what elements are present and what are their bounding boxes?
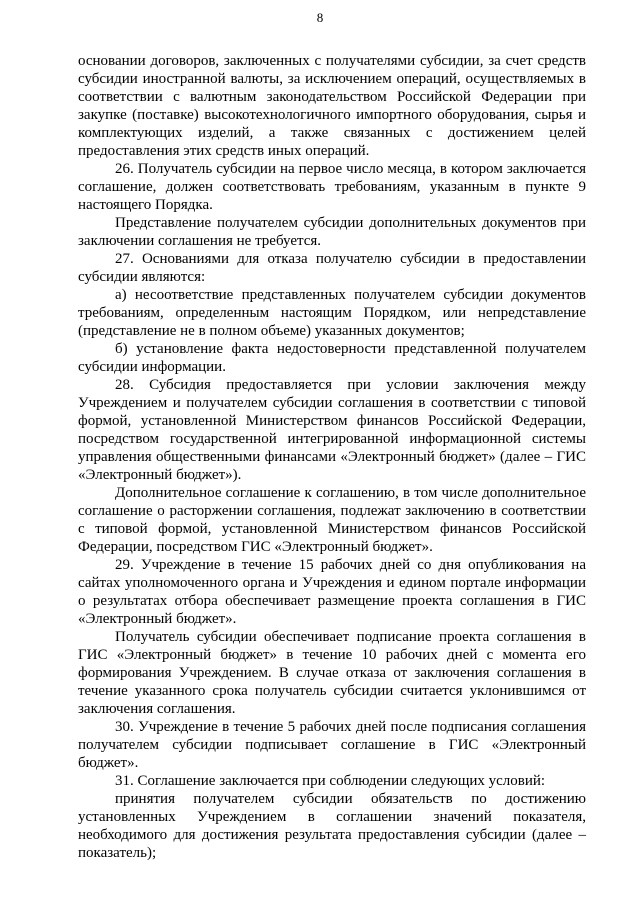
document-body (78, 52, 586, 862)
page-number: 8 (316, 10, 324, 25)
paragraph-30: 30. Учреждение в течение 5 рабочих дней после подписания соглашения получателем субсидии подписывает соглашение в ГИС «Электронный бюджет». (78, 719, 586, 771)
paragraph-27-b: б) установление факта недостоверности представленной получателем субсидии информации. (78, 341, 586, 375)
paragraph-currency-operations: основании договоров, заключенных с получателями субсидии, за счет средств субсидии иностранной валюты, за исключением операций, осуществляемых в соответствии с валютным законодательством Российской Федерации при закупке (поставке) высокотехнологичного импортного оборудования, сырья и комплектующих изделий, а также связанных с достижением целей предоставления этих средств иных операций. (78, 53, 586, 159)
paragraph-29-signing: Получатель субсидии обеспечивает подписание проекта соглашения в ГИС «Электронный бюджет» в течение 10 рабочих дней с момента его формирования Учреждением. В случае отказа от заключения соглашения в течение указанного срока получатель субсидии считается уклонившимся от заключения соглашения. (78, 629, 586, 717)
paragraph-31-condition: принятия получателем субсидии обязательств по достижению установленных Учреждением в соглашении значений показателя, необходимого для достижения результата предоставления субсидии (далее – показатель); (78, 791, 586, 861)
paragraph-31: 31. Соглашение заключается при соблюдении следующих условий: (115, 773, 546, 789)
paragraph-27: 27. Основаниями для отказа получателю субсидии в предоставлении субсидии являются: (78, 251, 586, 285)
paragraph-26: 26. Получатель субсидии на первое число месяца, в котором заключается соглашение, должен соответствовать требованиям, указанным в пункте 9 настоящего Порядка. (78, 161, 586, 213)
paragraph-28-additional: Дополнительное соглашение к соглашению, в том числе дополнительное соглашение о расторжении соглашения, подлежат заключению в соответствии с типовой формой, установленной Министерством финансов Российской Федерации, посредством ГИС «Электронный бюджет». (78, 485, 586, 555)
paragraph-29: 29. Учреждение в течение 15 рабочих дней со дня опубликования на сайтах уполномоченного органа и Учреждения и едином портале информации о результатах отбора обеспечивает размещение проекта соглашения в ГИС «Электронный бюджет». (78, 557, 586, 627)
paragraph-26-documents: Представление получателем субсидии дополнительных документов при заключении соглашения не требуется. (78, 215, 586, 249)
paragraph-28: 28. Субсидия предоставляется при условии заключения между Учреждением и получателем субсидии соглашения в соответствии с типовой формой, установленной Министерством финансов Российской Федерации, посредством государственной интегрированной информационной системы управления общественными финансами «Электронный бюджет» (далее – ГИС «Электронный бюджет»). (78, 377, 586, 483)
paragraph-27-a: а) несоответствие представленных получателем субсидии документов требованиям, определенным настоящим Порядком, или непредставление (представление не в полном объеме) указанных документов; (78, 287, 586, 339)
